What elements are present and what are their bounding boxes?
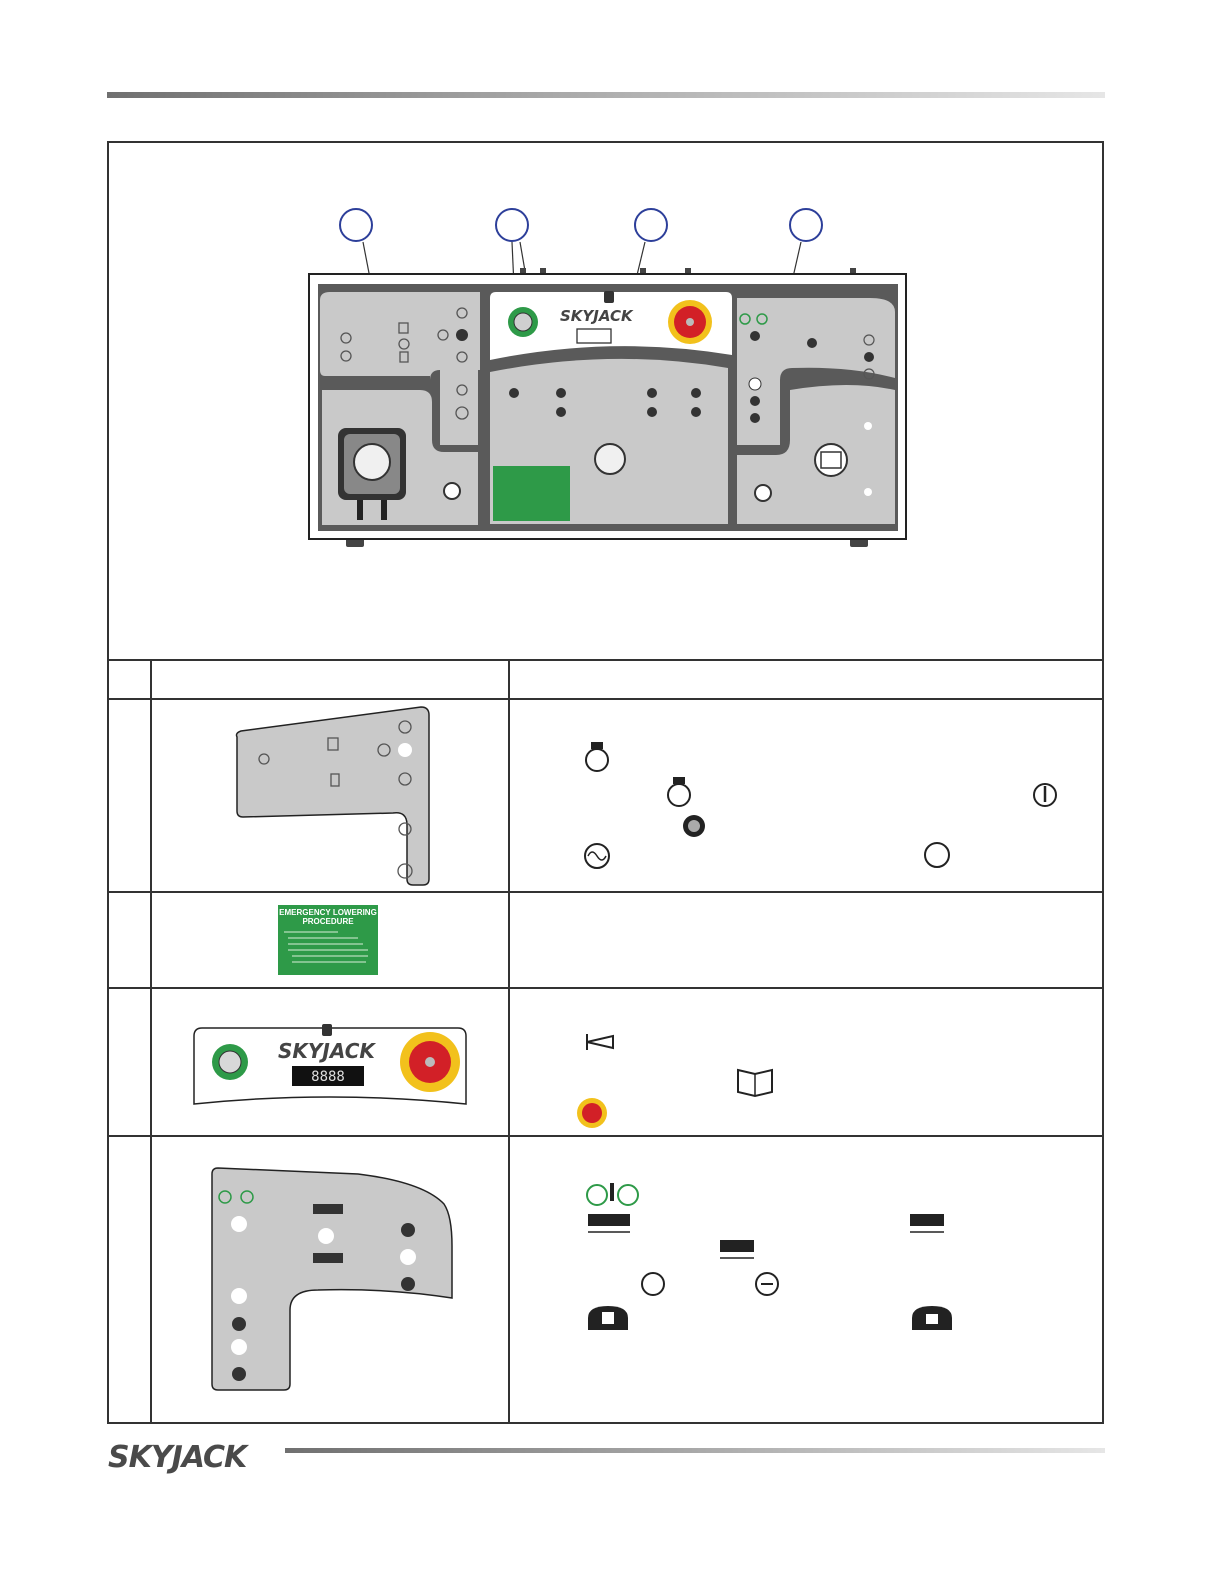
- engine-running-light-icon: [683, 815, 705, 837]
- row3-icons: [575, 1030, 795, 1130]
- outrigger-retract-icon: [912, 1306, 952, 1330]
- engine-start-icon: [668, 777, 690, 806]
- svg-text:SKYJACK: SKYJACK: [560, 307, 633, 325]
- power-fault-tilt-icon: [587, 1183, 638, 1205]
- emergency-label-title-2: PROCEDURE: [302, 917, 354, 926]
- engine-off-icon: [1034, 784, 1056, 806]
- horn-icon: [587, 1034, 613, 1050]
- decal-header-controls: [190, 1022, 470, 1110]
- drive-icon: [588, 1214, 630, 1232]
- drive-low-icon: [720, 1240, 754, 1258]
- indicator-light-icon: [925, 843, 949, 867]
- outrigger-extend-icon: [588, 1306, 628, 1330]
- manual-book-icon: [738, 1070, 772, 1096]
- engine-glow-plug-icon: [586, 742, 608, 771]
- footer-logo: SKYJACK: [108, 1440, 247, 1475]
- decal-engine-controls: [225, 705, 435, 887]
- decal-brand-text: SKYJACK: [278, 1039, 375, 1063]
- alternator-icon: [585, 844, 609, 868]
- generator-on-icon: [642, 1273, 664, 1295]
- generator-off-icon: [756, 1273, 778, 1295]
- footer-rule: [285, 1448, 1105, 1453]
- row1-icons: [580, 740, 1060, 870]
- drive-high-icon: [910, 1214, 944, 1232]
- emergency-label-title-1: EMERGENCY LOWERING: [279, 908, 377, 917]
- emergency-lowering-label: [278, 905, 378, 975]
- row4-icons: [580, 1178, 970, 1348]
- decal-drive-controls: [208, 1166, 458, 1394]
- emergency-stop-icon: [577, 1098, 607, 1128]
- decal-display-digits: 8888: [311, 1069, 345, 1085]
